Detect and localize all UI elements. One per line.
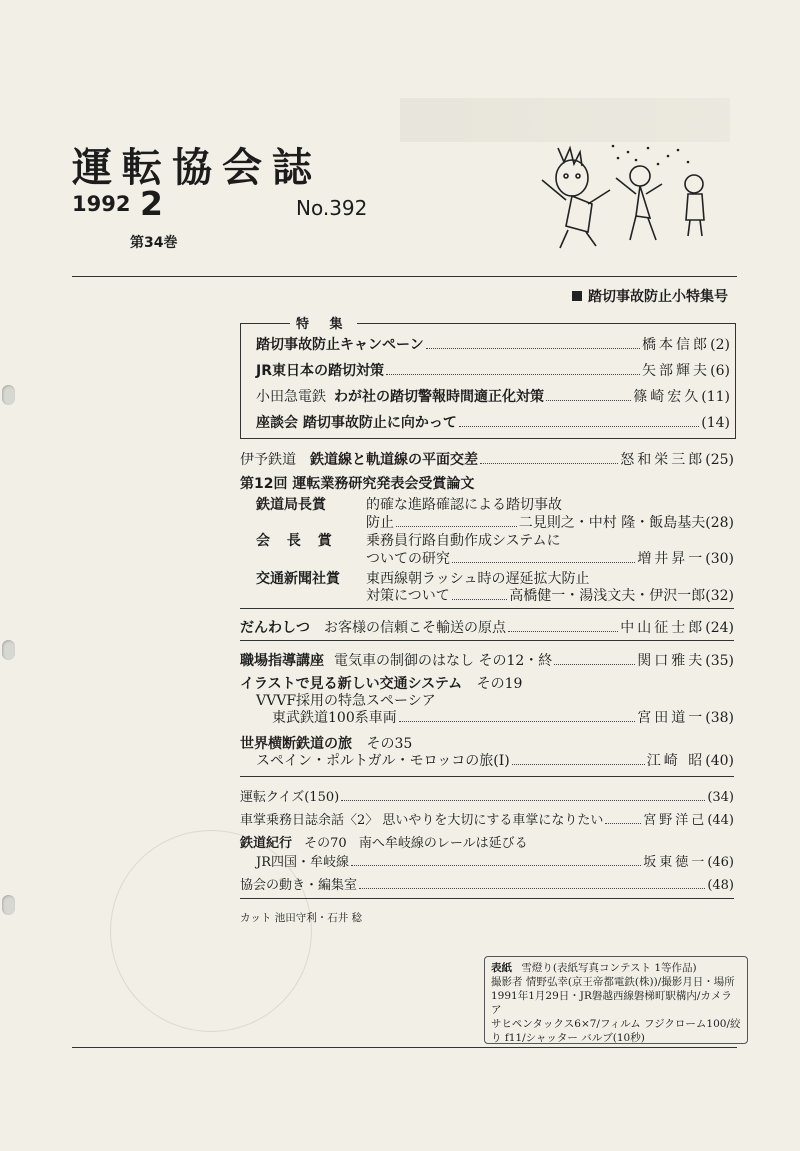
entry-title: 車掌乗務日誌余話〈2〉 思いやりを大切にする車掌になりたい xyxy=(240,813,604,828)
feature-heading: 特 集 xyxy=(290,313,357,332)
entry-author: 高橋健一・湯浅文夫・伊沢一郎 xyxy=(509,588,706,604)
section-rule xyxy=(240,608,734,609)
entry-page: (30) xyxy=(705,551,734,567)
entry-author: 中山征士郎 xyxy=(620,620,706,636)
entry-page: (25) xyxy=(705,452,734,468)
toc-entry[interactable] xyxy=(240,786,734,805)
leader-dots xyxy=(351,865,641,866)
toc-entry[interactable] xyxy=(240,809,734,828)
entry-title: お客様の信頼こそ輸送の原点 xyxy=(324,620,506,636)
toc-entry[interactable] xyxy=(256,386,730,406)
entry-page: (11) xyxy=(701,389,730,405)
entry-title: わが社の踏切警報時間適正化対策 xyxy=(334,389,544,405)
entry-title: 運転クイズ(150) xyxy=(240,790,340,805)
entry-page: (44) xyxy=(707,813,734,828)
binder-hole xyxy=(2,895,15,915)
leader-dots xyxy=(426,348,640,349)
special-issue-label xyxy=(572,286,728,306)
leader-dots xyxy=(480,463,618,464)
leader-dots xyxy=(605,823,641,824)
entry-label: だんわしつ xyxy=(240,620,310,636)
entry-title-line1: 南へ牟岐線のレールは延びる xyxy=(358,836,528,851)
leader-dots xyxy=(359,888,705,889)
toc-entry[interactable] xyxy=(272,707,734,727)
entry-title: JR東日本の踏切対策 xyxy=(256,363,384,379)
leader-dots xyxy=(386,374,640,375)
entry-page: (34) xyxy=(707,790,734,805)
entry-page: (48) xyxy=(707,878,734,893)
award-title-line2: ついての研究 xyxy=(366,551,450,567)
leader-dots xyxy=(452,599,508,600)
children-illustration xyxy=(528,138,728,258)
cover-detail-line: 撮影者 情野弘幸(京王帝都電鉄(株))/撮影月日・場所 xyxy=(491,976,735,988)
toc-entry[interactable] xyxy=(366,548,734,568)
entry-author: 矢部輝夫 xyxy=(642,363,710,379)
entry-title: 鉄道線と軌道線の平面交差 xyxy=(310,452,478,468)
entry-org: 小田急電鉄 xyxy=(256,389,326,405)
leader-dots xyxy=(459,426,699,427)
toc-entry[interactable] xyxy=(240,449,734,469)
cover-note: (表紙写真コンテスト 1等作品) xyxy=(552,962,697,974)
entry-title: 電気車の制御のはなし その12・終 xyxy=(334,653,553,669)
leader-dots xyxy=(554,664,635,665)
footer-rule xyxy=(72,1047,737,1048)
leader-dots xyxy=(546,400,631,401)
toc-entry[interactable] xyxy=(366,585,734,605)
cover-detail-line: 1991年1月29日・JR磐越西線磐梯町駅構内/カメラ ア xyxy=(491,990,732,1016)
magazine-title: 運転協会誌 xyxy=(72,145,322,191)
entry-author: 怒和栄三郎 xyxy=(620,452,706,468)
binder-hole xyxy=(2,640,15,660)
entry-page: (40) xyxy=(705,753,734,769)
cover-info-box xyxy=(484,956,748,1044)
entry-author: 宮田道一 xyxy=(637,710,706,726)
section-rule xyxy=(240,776,734,777)
issue-number: No.392 xyxy=(296,196,368,220)
entry-title-line2: 東武鉄道100系車両 xyxy=(272,710,397,726)
entry-series-number: その35 xyxy=(366,736,413,752)
entry-author: 篠崎宏久 xyxy=(633,389,702,405)
entry-title: 踏切事故防止キャンペーン xyxy=(256,337,424,353)
entry-label: イラストで見る新しい交通システム xyxy=(240,676,463,692)
leader-dots xyxy=(396,526,517,527)
section-rule xyxy=(240,640,734,641)
entry-author: 坂東徳一 xyxy=(643,855,708,870)
entry-author: 増井昇一 xyxy=(637,551,706,567)
entry-org: 伊予鉄道 xyxy=(240,452,296,468)
award-title-line1: 乗務員行路自動作成システムに xyxy=(366,533,561,549)
entry-author: 関口雅夫 xyxy=(637,653,706,669)
entry-page: (35) xyxy=(705,653,734,669)
entry-author: 橋本信郎 xyxy=(642,337,710,353)
toc-entry[interactable] xyxy=(240,650,734,670)
cover-title-line xyxy=(491,961,741,975)
entry-page: (32) xyxy=(705,588,734,604)
special-issue-text: 踏切事故防止小特集号 xyxy=(588,289,728,305)
entry-page: (46) xyxy=(707,855,734,870)
cover-detail-line: サヒペンタックス6×7/フィルム フジクローム100/絞 xyxy=(491,1018,741,1030)
cover-label: 表紙 xyxy=(491,962,512,974)
toc-entry[interactable] xyxy=(256,750,734,770)
entry-label: 世界横断鉄道の旅 xyxy=(240,736,352,752)
entry-author: 宮野洋己 xyxy=(643,813,708,828)
toc-entry[interactable] xyxy=(256,412,730,432)
cover-detail-line: り f11/シャッター バルブ(10秒) xyxy=(491,1032,645,1044)
awards-heading: 第12回 運転業務研究発表会受賞論文 xyxy=(240,476,475,492)
entry-page: (24) xyxy=(705,620,734,636)
toc-entry[interactable] xyxy=(256,851,734,870)
cover-title: 雪燈り xyxy=(521,962,553,974)
entry-title: 座談会 踏切事故防止に向かって xyxy=(256,415,457,431)
toc-entry[interactable] xyxy=(256,360,730,380)
leader-dots xyxy=(399,721,636,722)
entry-label: 鉄道紀行 xyxy=(240,836,293,851)
entry-series-number: その19 xyxy=(476,676,523,692)
award-name: 交通新聞社賞 xyxy=(256,571,340,587)
volume-number: 第34巻 xyxy=(130,235,178,251)
section-rule xyxy=(240,898,734,899)
leader-dots xyxy=(512,764,645,765)
issue-month: 2 xyxy=(140,184,163,223)
award-title-line2: 防止 xyxy=(366,515,394,531)
series-heading xyxy=(240,832,528,851)
entry-series-number: その70 xyxy=(304,836,347,851)
toc-entry[interactable] xyxy=(256,334,730,354)
award-name: 会 長 賞 xyxy=(256,533,338,549)
leader-dots xyxy=(508,631,618,632)
leader-dots xyxy=(452,562,635,563)
entry-page: (38) xyxy=(705,710,734,726)
toc-entry[interactable] xyxy=(366,512,734,532)
header-rule xyxy=(72,276,737,277)
illustration-credit: カット 池田守利・石井 稔 xyxy=(240,912,363,924)
entry-page: (2) xyxy=(710,337,730,353)
entry-author: 江崎 昭 xyxy=(646,753,706,769)
toc-entry[interactable] xyxy=(240,617,734,637)
entry-label: 職場指導講座 xyxy=(240,653,324,669)
award-title-line1: 東西線朝ラッシュ時の遅延拡大防止 xyxy=(366,571,590,587)
issue-year: 1992 xyxy=(72,192,131,216)
entry-title: スペイン・ポルトガル・モロッコの旅(I) xyxy=(256,753,510,769)
entry-author: 二見則之・中村 隆・飯島基夫 xyxy=(518,515,706,531)
binder-hole xyxy=(2,385,15,405)
toc-entry[interactable] xyxy=(240,874,734,893)
award-title-line2: 対策について xyxy=(366,588,450,604)
entry-page: (28) xyxy=(705,515,734,531)
entry-title-line1: VVVF採用の特急スペーシア xyxy=(256,693,436,709)
entry-page: (6) xyxy=(710,363,730,379)
entry-title: 協会の動き・編集室 xyxy=(240,878,358,893)
leader-dots xyxy=(341,800,705,801)
black-square-icon xyxy=(572,291,582,301)
award-title-line1: 的確な進路確認による踏切事故 xyxy=(366,497,562,513)
entry-page: (14) xyxy=(701,415,730,431)
award-name: 鉄道局長賞 xyxy=(256,497,326,513)
entry-title-line2: JR四国・牟岐線 xyxy=(256,855,349,870)
show-through-ghost xyxy=(400,98,730,142)
